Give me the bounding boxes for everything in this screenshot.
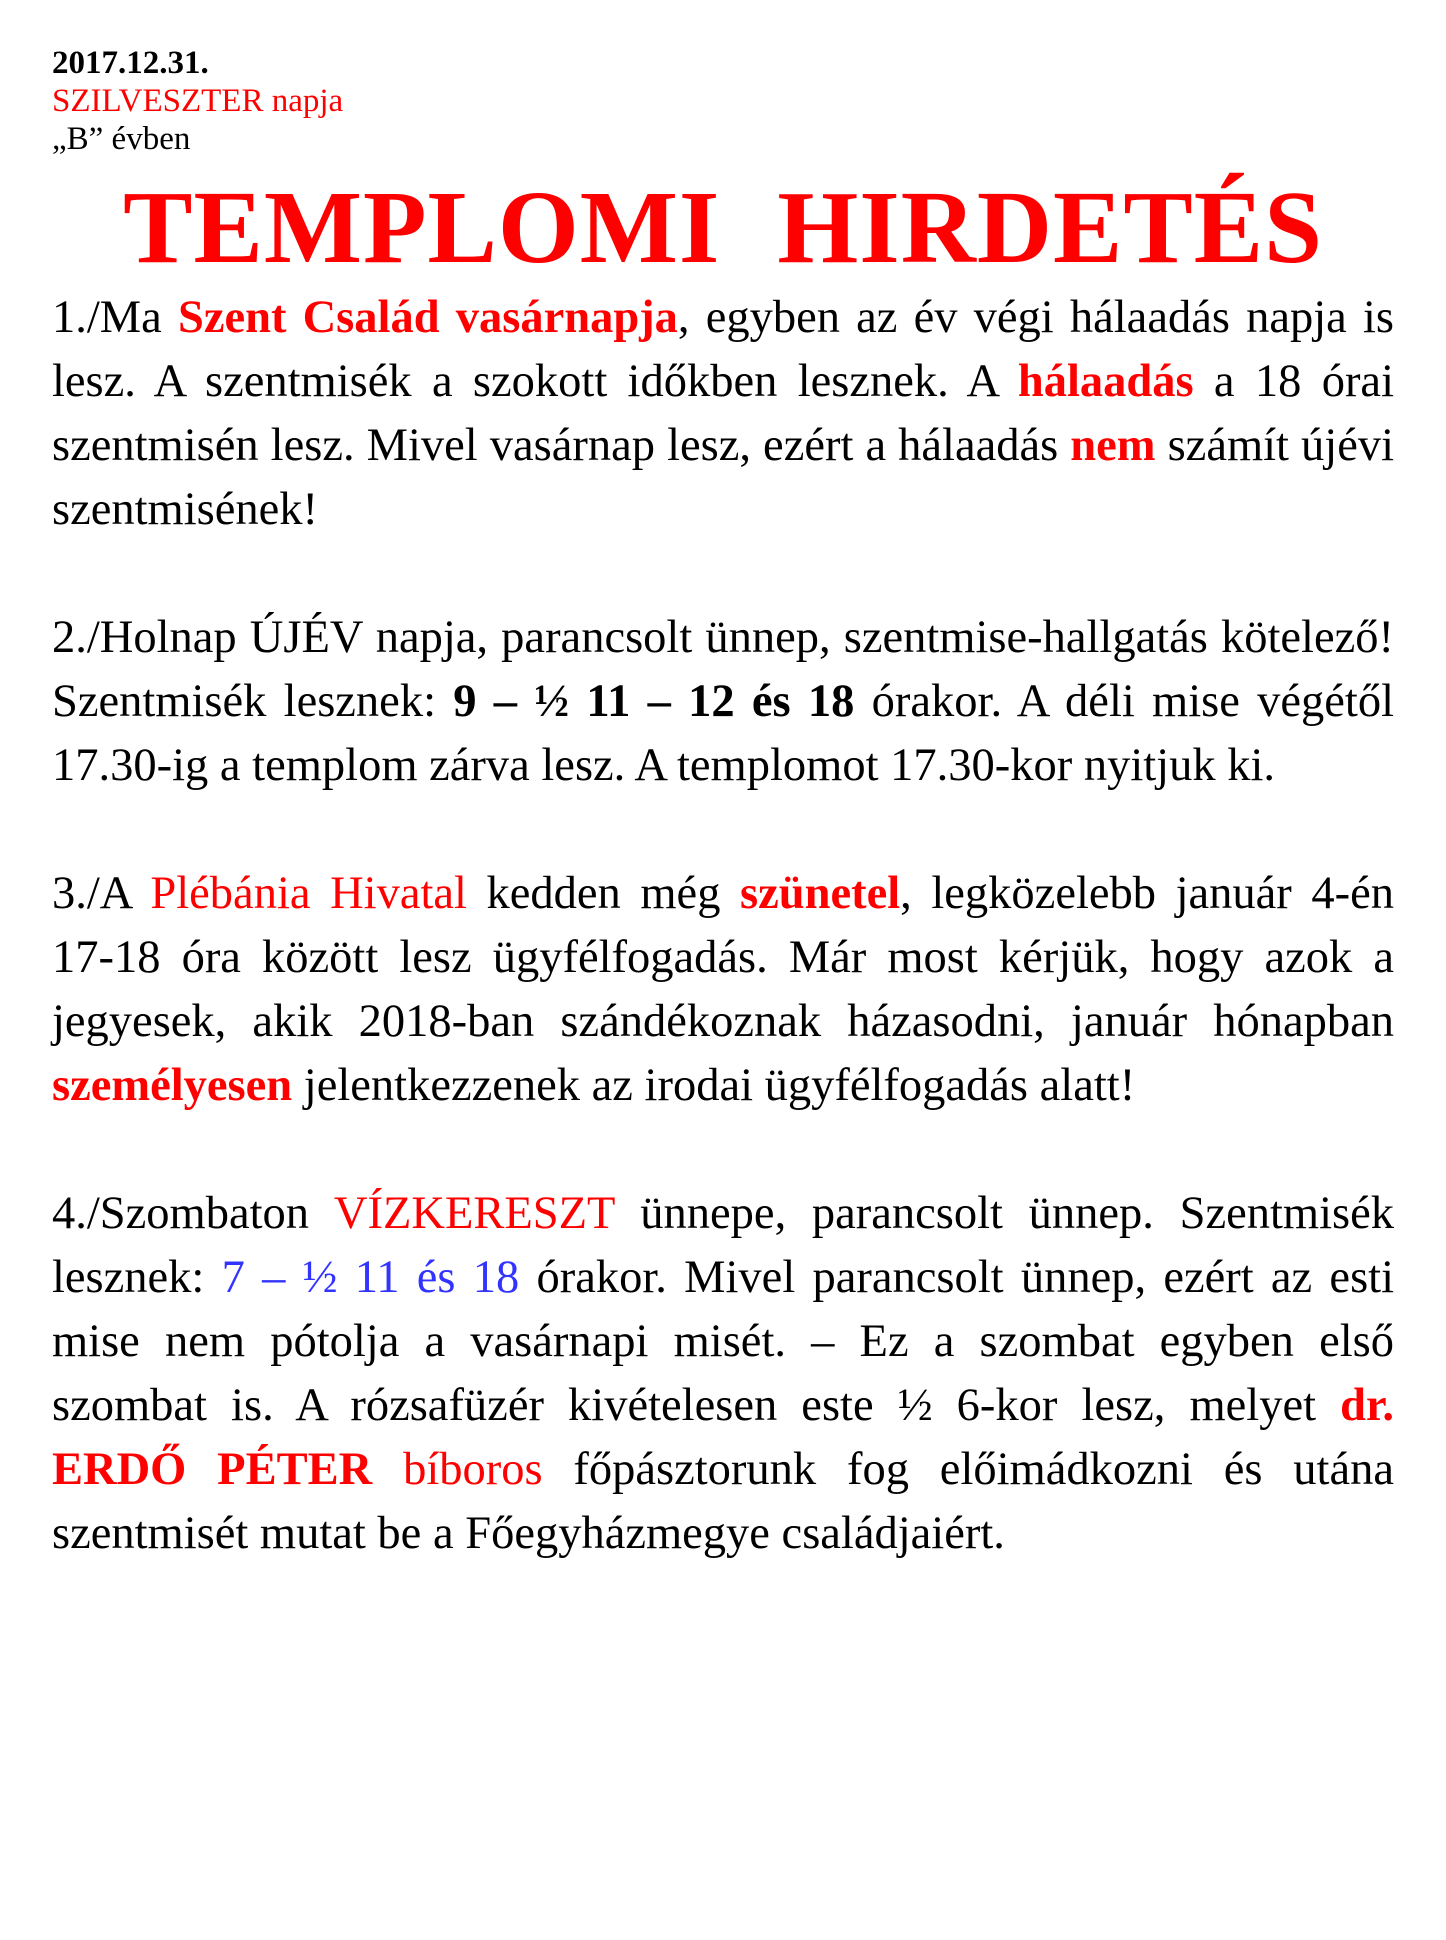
- announcement-text-segment: , legközelebb január 4-én 17-18 óra között lesz ügyfélfogadás. Már most kérjük, hogy azok a jegyesek, akik 2018-ban szándékoznak házasodni, január hónapban: [52, 868, 1394, 1047]
- announcement-4: [52, 1182, 1394, 1566]
- announcement-text-segment: kedden még: [466, 868, 741, 919]
- announcement-text-segment: jelentkezzenek az irodai ügyfélfogadás alatt!: [292, 1060, 1136, 1111]
- date-line: 2017.12.31.: [52, 45, 209, 81]
- announcement-text-segment: bíboros: [403, 1444, 543, 1495]
- announcement-text-segment: ünnepe, parancsolt ünnep. Szentmisék lesznek:: [52, 1188, 1395, 1303]
- announcement-text-segment: nem: [1070, 420, 1156, 471]
- announcement-text-segment: 3./A: [52, 868, 151, 919]
- announcement-text-segment: [372, 1444, 403, 1495]
- announcement-text-segment: órakor. Mivel parancsolt ünnep, ezért az esti mise nem pótolja a vasárnapi misét. – Ez a szombat egyben első szombat is. A rózsafüzér kivételesen este ½ 6-kor lesz, melyet: [52, 1252, 1395, 1431]
- announcement-3: [52, 862, 1394, 1118]
- announcement-text-segment: szünetel: [740, 868, 901, 919]
- announcement-2: [52, 606, 1394, 798]
- announcement-text-segment: 7 – ½ 11 és 18: [221, 1252, 520, 1303]
- announcement-text-segment: VÍZKERESZT: [333, 1188, 615, 1239]
- announcement-text-segment: főpásztorunk fog előimádkozni és utána szentmisét mutat be a Főegyházmegye családjaiért.: [52, 1444, 1394, 1559]
- announcement-text-segment: 9 – ½ 11 – 12 és 18: [453, 676, 855, 727]
- announcement-text-segment: 1./Ma: [52, 292, 178, 343]
- announcement-text-segment: Szent Család vasárnapja: [177, 292, 678, 343]
- liturgical-year: „B” évben: [52, 121, 191, 157]
- announcement-text-segment: számít újévi szentmisének!: [52, 420, 1395, 535]
- announcement-text-segment: hálaadás: [1017, 356, 1194, 407]
- page-title: TEMPLOMI HIRDETÉS: [123, 170, 1323, 285]
- announcement-text-segment: Plébánia Hivatal: [150, 868, 467, 919]
- announcement-text-segment: 4./Szombaton: [52, 1188, 334, 1239]
- announcement-text-segment: személyesen: [52, 1060, 293, 1111]
- announcement-text-segment: dr. ERDŐ PÉTER: [52, 1380, 1394, 1495]
- announcement-text-segment: a 18 órai szentmisén lesz. Mivel vasárnap lesz, ezért a hálaadás: [52, 356, 1394, 471]
- announcement-text-segment: , egyben az év végi hálaadás napja is lesz. A szentmisék a szokott időkben lesznek. A: [52, 292, 1394, 407]
- announcement-page: [52, 44, 1394, 1630]
- announcement-list: [52, 286, 1394, 1566]
- announcement-text-segment: órakor. A déli mise végétől 17.30-ig a templom zárva lesz. A templomot 17.30-kor nyitjuk ki.: [52, 676, 1395, 791]
- announcement-text-segment: 2./Holnap ÚJÉV napja, parancsolt ünnep, szentmise-hallgatás kötelező! Szentmisék lesznek:: [52, 612, 1394, 727]
- announcement-1: [52, 286, 1394, 542]
- feast-name: SZILVESZTER napja: [52, 83, 344, 119]
